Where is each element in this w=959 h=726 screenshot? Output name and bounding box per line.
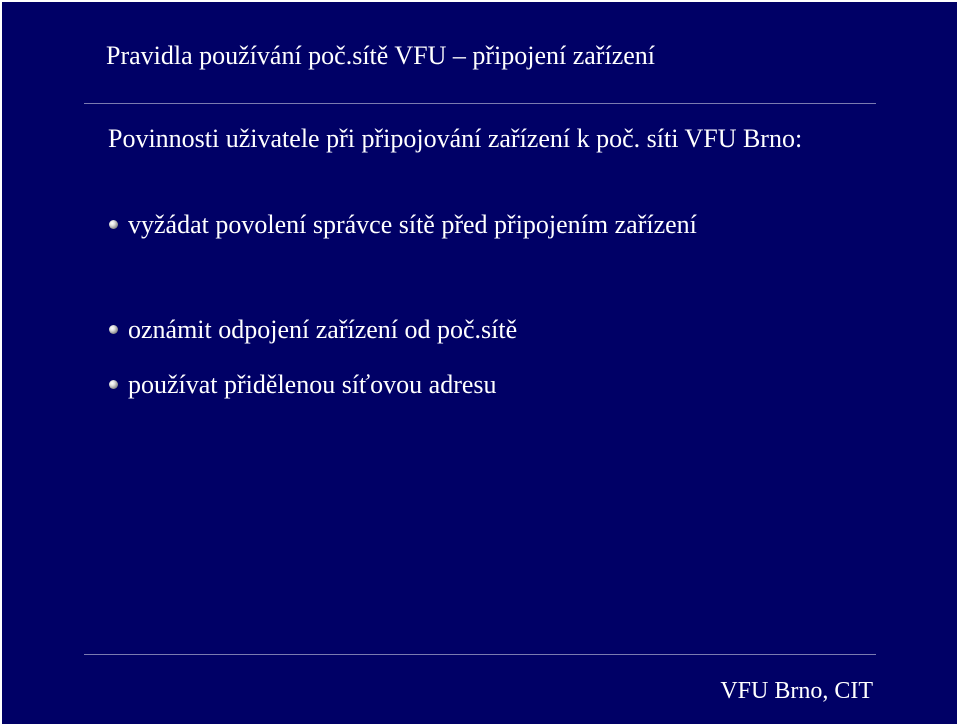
bullet-item — [109, 313, 849, 347]
bullet-icon — [109, 220, 118, 229]
footer-divider — [84, 654, 876, 655]
bullet-text: vyžádat povolení správce sítě před připojením zařízení — [128, 210, 697, 239]
footer-text: VFU Brno, CIT — [720, 678, 873, 704]
bullet-item — [109, 368, 849, 402]
bullet-icon — [109, 380, 118, 389]
bullet-text: používat přidělenou síťovou adresu — [128, 370, 497, 399]
intro-text: Povinnosti uživatele při připojování zařízení k poč. síti VFU Brno: — [108, 124, 803, 153]
bullet-item — [109, 208, 849, 251]
bullet-icon — [109, 325, 118, 334]
bullet-text: oznámit odpojení zařízení od poč.sítě — [128, 315, 518, 344]
slide — [2, 2, 957, 724]
slide-title: Pravidla používání poč.sítě VFU – připojení zařízení — [106, 41, 655, 70]
title-divider — [84, 103, 876, 104]
